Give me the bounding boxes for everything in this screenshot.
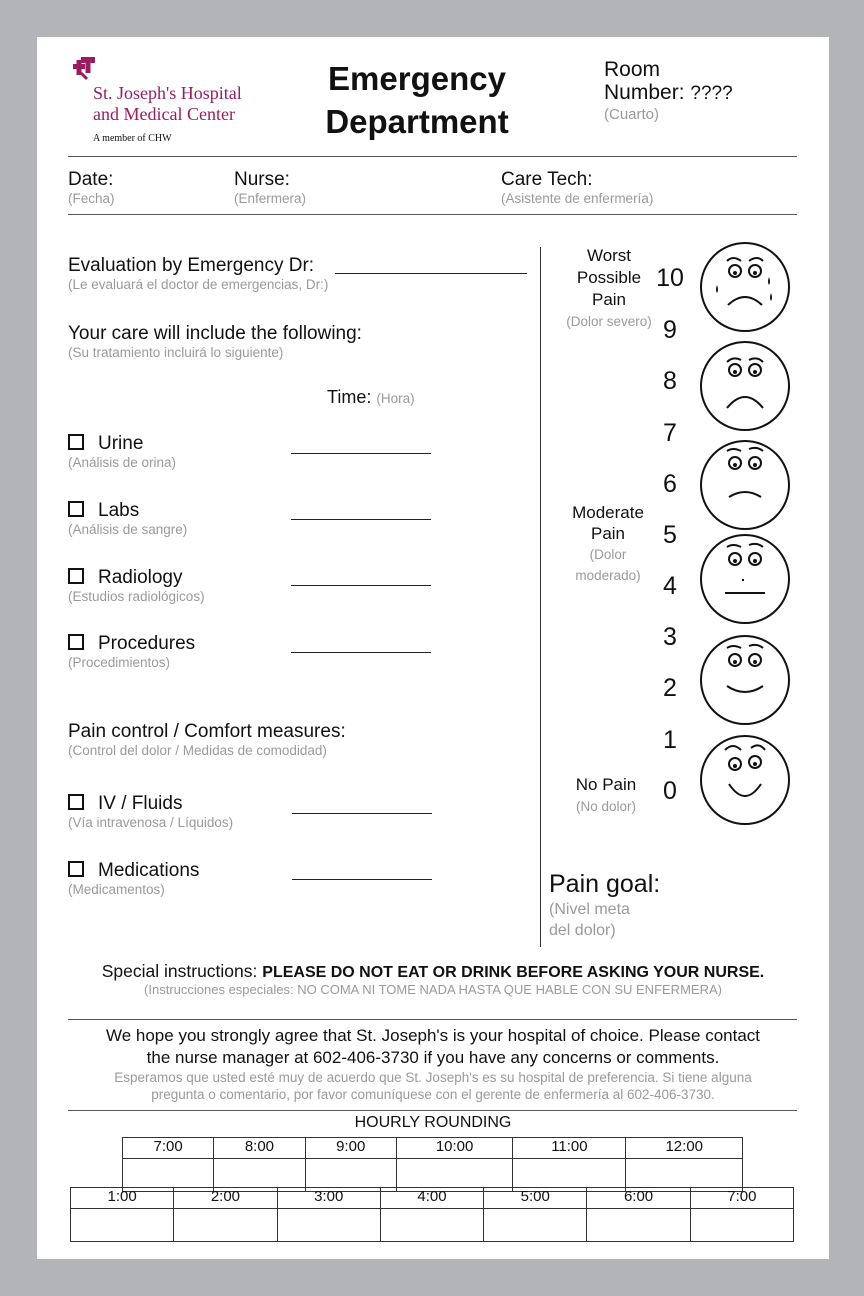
comfort-item-label: IV / Fluids — [98, 793, 183, 814]
moderate-pain-label — [557, 502, 659, 586]
worst-pain-label — [557, 245, 661, 333]
care-tech-field[interactable] — [501, 169, 653, 206]
title-line2: Department — [325, 103, 509, 140]
pain-level-7[interactable]: 7 — [663, 419, 677, 447]
title-line1: Emergency — [328, 60, 506, 97]
closing-es-line1: Esperamos que usted esté muy de acuerdo que St. Joseph's es su hospital de preferencia. Si tiene alguna — [114, 1070, 752, 1085]
logo-line2: and Medical Center — [93, 104, 235, 124]
checkbox[interactable] — [68, 634, 84, 650]
crying-face-icon — [699, 241, 791, 333]
time-blank[interactable] — [291, 585, 431, 586]
rounding-initial-cell[interactable] — [174, 1209, 277, 1242]
page-title — [297, 57, 537, 143]
comfort-item-label-es: (Medicamentos) — [68, 882, 165, 897]
comfort-item-label-es: (Vía intravenosa / Líquidos) — [68, 815, 234, 830]
divider — [68, 1019, 797, 1020]
closing-line1: We hope you strongly agree that St. Joseph's is your hospital of choice. Please contact — [105, 1026, 761, 1045]
time-blank[interactable] — [291, 453, 431, 454]
pain-level-2[interactable]: 2 — [663, 674, 677, 702]
special-instructions — [37, 961, 829, 997]
pain-level-5[interactable]: 5 — [663, 521, 677, 549]
rounding-time-header: 12:00 — [626, 1138, 743, 1159]
special-instructions-label: Special instructions: — [101, 961, 258, 981]
no-pain-text: No Pain — [575, 775, 637, 794]
care-item-label: Urine — [98, 433, 144, 454]
doctor-name-blank[interactable] — [335, 273, 527, 274]
care-item-radiology[interactable] — [68, 567, 205, 604]
care-item-procedures[interactable] — [68, 633, 195, 670]
comfort-item-label: Medications — [98, 860, 200, 881]
pain-goal-field[interactable] — [549, 870, 660, 941]
checkbox[interactable] — [68, 568, 84, 584]
room-label-line1: Room — [604, 58, 661, 81]
time-blank[interactable] — [292, 813, 432, 814]
rounding-time-header: 7:00 — [123, 1138, 214, 1159]
special-instructions-text: PLEASE DO NOT EAT OR DRINK BEFORE ASKING YOUR NURSE. — [262, 964, 765, 981]
rounding-time-header: 1:00 — [71, 1188, 174, 1209]
pain-goal-label: Pain goal: — [549, 870, 661, 898]
evaluation-field — [68, 255, 328, 292]
nurse-field[interactable] — [234, 169, 306, 206]
no-pain-es: (No dolor) — [575, 799, 637, 814]
care-item-labs[interactable] — [68, 500, 187, 537]
checkbox[interactable] — [68, 794, 84, 810]
care-item-label-es: (Procedimientos) — [68, 655, 171, 670]
time-label-es: (Hora) — [376, 391, 415, 406]
date-label: Date: — [68, 169, 114, 190]
rounding-initial-cell[interactable] — [587, 1209, 690, 1242]
moderate-es-line1: (Dolor — [589, 547, 627, 562]
time-blank[interactable] — [291, 652, 431, 653]
rounding-initial-cell[interactable] — [690, 1209, 793, 1242]
care-item-label: Radiology — [98, 567, 183, 588]
room-label-es: (Cuarto) — [604, 106, 660, 123]
rounding-time-header: 7:00 — [690, 1188, 793, 1209]
rounding-time-header: 2:00 — [174, 1188, 277, 1209]
comfort-heading — [68, 721, 346, 758]
worst-line1: Worst — [586, 246, 632, 265]
divider — [68, 214, 797, 215]
care-item-label: Labs — [98, 500, 140, 521]
rounding-time-header: 6:00 — [587, 1188, 690, 1209]
date-label-es: (Fecha) — [68, 191, 115, 206]
pain-level-0[interactable]: 0 — [663, 777, 677, 805]
room-number-block — [604, 58, 733, 125]
no-pain-label — [557, 774, 655, 818]
care-item-label-es: (Análisis de orina) — [68, 455, 177, 470]
moderate-line2: Pain — [590, 524, 626, 543]
rounding-time-header: 5:00 — [484, 1188, 587, 1209]
divider — [68, 156, 797, 157]
care-heading-text: Your care will include the following: — [68, 323, 362, 344]
rounding-initial-cell[interactable] — [380, 1209, 483, 1242]
pain-goal-es-line1: (Nivel meta — [549, 901, 630, 918]
rounding-initial-cell[interactable] — [277, 1209, 380, 1242]
divider — [68, 1110, 797, 1111]
evaluation-label-es: (Le evaluará el doctor de emergencias, Dr:) — [68, 277, 329, 292]
hourly-rounding-title: HOURLY ROUNDING — [354, 1114, 512, 1131]
happy-face-icon — [699, 734, 791, 826]
neutral-face-icon — [699, 533, 791, 625]
rounding-time-header: 8:00 — [214, 1138, 305, 1159]
pain-level-10[interactable]: 10 — [656, 264, 684, 292]
rounding-initial-cell[interactable] — [484, 1209, 587, 1242]
care-heading — [68, 323, 362, 360]
moderate-es-line2: moderado) — [575, 568, 641, 583]
comfort-heading-text: Pain control / Comfort measures: — [68, 721, 346, 742]
logo-line1: St. Joseph's Hospital — [93, 83, 242, 103]
room-number-value[interactable]: ???? — [690, 83, 733, 104]
closing-es-line2: pregunta o comentario, por favor comuníquese con el gerente de enfermería al 602-406-3730. — [151, 1087, 715, 1102]
hospital-logo-text — [93, 83, 242, 125]
pain-level-3[interactable]: 3 — [663, 623, 677, 651]
worst-line3: Pain — [591, 290, 627, 309]
checkbox[interactable] — [68, 434, 84, 450]
pain-goal-es-line2: del dolor) — [549, 922, 616, 939]
pain-level-9[interactable]: 9 — [663, 316, 677, 344]
care-item-label-es: (Análisis de sangre) — [68, 522, 188, 537]
rounding-time-header: 11:00 — [513, 1138, 626, 1159]
care-item-urine[interactable] — [68, 433, 176, 470]
rounding-time-header: 9:00 — [305, 1138, 396, 1159]
rounding-initial-cell[interactable] — [71, 1209, 174, 1242]
closing-line2: the nurse manager at 602-406-3730 if you have any concerns or comments. — [146, 1048, 720, 1067]
special-instructions-es: (Instrucciones especiales: NO COMA NI TOME NADA HASTA QUE HABLE CON SU ENFERMERA) — [144, 982, 722, 997]
comfort-heading-es: (Control del dolor / Medidas de comodidad) — [68, 743, 327, 758]
sad-face-icon — [699, 439, 791, 531]
pain-level-1[interactable]: 1 — [663, 726, 677, 754]
care-item-label-es: (Estudios radiológicos) — [68, 589, 205, 604]
care-tech-label: Care Tech: — [501, 169, 593, 190]
pain-level-6[interactable]: 6 — [663, 470, 677, 498]
worst-pain-es: (Dolor severo) — [566, 314, 652, 329]
closing-statement — [37, 1025, 829, 1103]
moderate-line1: Moderate — [572, 503, 644, 522]
checkbox[interactable] — [68, 501, 84, 517]
checkbox[interactable] — [68, 861, 84, 877]
rounding-time-header: 4:00 — [380, 1188, 483, 1209]
room-label-line2: Number: — [604, 81, 685, 104]
very-sad-face-icon — [699, 340, 791, 432]
time-blank[interactable] — [291, 519, 431, 520]
comfort-item-medications[interactable] — [68, 860, 199, 897]
nurse-label-es: (Enfermera) — [234, 191, 307, 206]
time-blank[interactable] — [292, 879, 432, 880]
column-divider — [540, 247, 541, 947]
form-page — [37, 37, 829, 1259]
comfort-item-iv-fluids[interactable] — [68, 793, 233, 830]
rounding-table-pm — [70, 1187, 794, 1242]
logo-member-text: A member of CHW — [93, 133, 172, 144]
slight-smile-face-icon — [699, 634, 791, 726]
worst-line2: Possible — [576, 268, 642, 287]
care-tech-label-es: (Asistente de enfermería) — [501, 191, 654, 206]
rounding-table-am — [122, 1137, 743, 1192]
pain-level-8[interactable]: 8 — [663, 367, 677, 395]
time-label: Time: — [327, 387, 372, 407]
care-item-label: Procedures — [98, 633, 196, 654]
pain-level-4[interactable]: 4 — [663, 572, 677, 600]
time-header — [327, 387, 415, 408]
date-field[interactable] — [68, 169, 115, 206]
rounding-time-header: 3:00 — [277, 1188, 380, 1209]
care-heading-es: (Su tratamiento incluirá lo siguiente) — [68, 345, 284, 360]
rounding-time-header: 10:00 — [396, 1138, 513, 1159]
nurse-label: Nurse: — [234, 169, 290, 190]
evaluation-label: Evaluation by Emergency Dr: — [68, 255, 315, 276]
